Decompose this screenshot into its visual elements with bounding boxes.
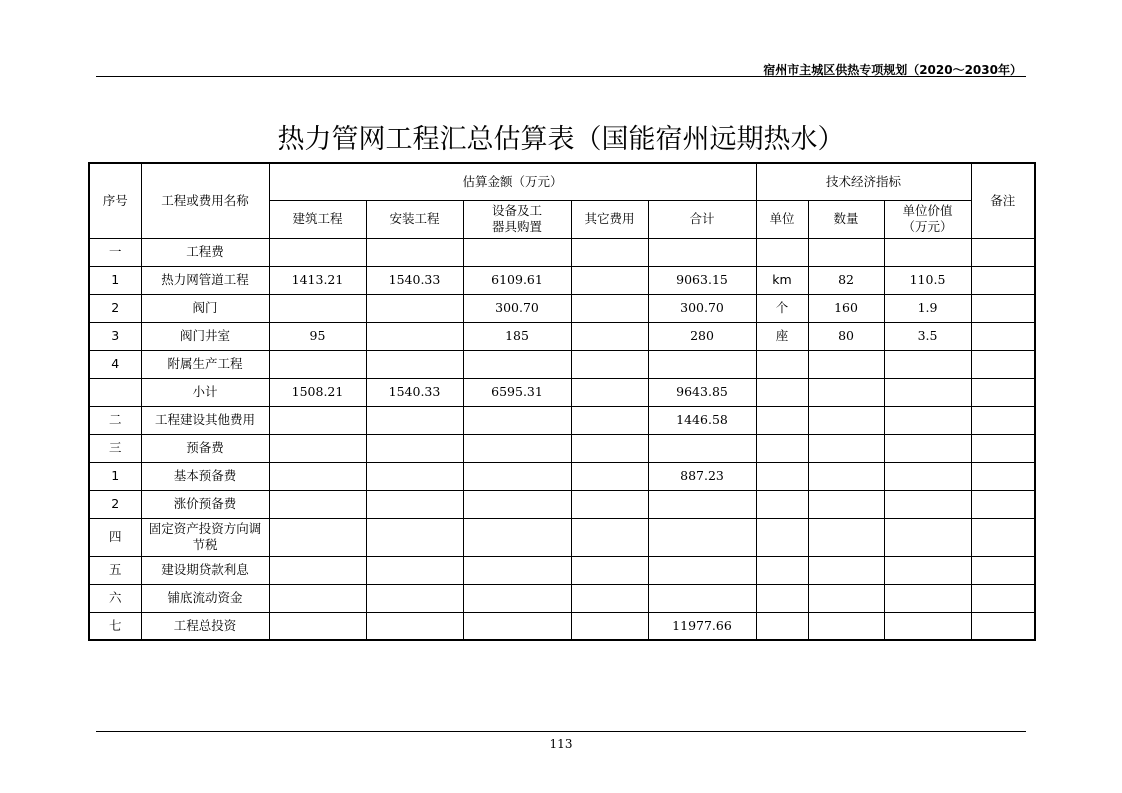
cell-seq: 1: [89, 266, 141, 294]
cell-name: 附属生产工程: [141, 350, 269, 378]
cell-name: 固定资产投资方向调节税: [141, 518, 269, 556]
cell-install: [366, 238, 463, 266]
table-row: [89, 612, 1035, 640]
cell-remark: [971, 350, 1035, 378]
cell-building: 1508.21: [269, 378, 366, 406]
cell-other: [571, 238, 648, 266]
cell-unit: [756, 434, 808, 462]
cell-remark: [971, 406, 1035, 434]
cell-total: [648, 434, 756, 462]
running-header: 宿州市主城区供热专项规划（2020～2030年）: [763, 63, 1022, 77]
cell-total: 280: [648, 322, 756, 350]
cell-remark: [971, 462, 1035, 490]
cell-building: [269, 518, 366, 556]
cell-install: [366, 322, 463, 350]
cell-qty: [808, 350, 884, 378]
cell-seq: 七: [89, 612, 141, 640]
cell-building: [269, 406, 366, 434]
cell-unit-price: [884, 462, 971, 490]
table-row: [89, 294, 1035, 322]
cell-other: [571, 434, 648, 462]
cell-install: [366, 406, 463, 434]
cell-equipment: 6595.31: [463, 378, 571, 406]
cell-remark: [971, 266, 1035, 294]
col-header-seq: 序号: [89, 163, 141, 238]
col-header-unit-price: [884, 200, 971, 238]
cell-qty: [808, 490, 884, 518]
cell-qty: 80: [808, 322, 884, 350]
cell-unit: [756, 584, 808, 612]
cell-name: 建设期贷款利息: [141, 556, 269, 584]
table-row: [89, 266, 1035, 294]
cell-unit-price: [884, 238, 971, 266]
cell-equipment: [463, 490, 571, 518]
cell-install: [366, 462, 463, 490]
cell-building: [269, 584, 366, 612]
cell-equipment: [463, 350, 571, 378]
cell-unit-price: [884, 612, 971, 640]
cell-total: [648, 556, 756, 584]
table-row: [89, 350, 1035, 378]
cell-other: [571, 462, 648, 490]
cell-remark: [971, 294, 1035, 322]
col-header-unit-price-line1: 单位价值: [902, 203, 953, 218]
cell-building: [269, 612, 366, 640]
col-group-tech: 技术经济指标: [756, 163, 971, 200]
col-header-building: 建筑工程: [269, 200, 366, 238]
cell-total: 9643.85: [648, 378, 756, 406]
cell-equipment: 185: [463, 322, 571, 350]
cell-name: 阀门: [141, 294, 269, 322]
table-row: [89, 556, 1035, 584]
table-row: [89, 378, 1035, 406]
cell-qty: [808, 434, 884, 462]
cell-unit-price: [884, 584, 971, 612]
cell-other: [571, 556, 648, 584]
cell-other: [571, 406, 648, 434]
cell-name: 热力网管道工程: [141, 266, 269, 294]
cell-qty: [808, 462, 884, 490]
cell-unit: [756, 612, 808, 640]
cell-install: [366, 434, 463, 462]
cell-building: [269, 350, 366, 378]
cell-install: [366, 518, 463, 556]
col-header-name: 工程或费用名称: [141, 163, 269, 238]
cell-building: [269, 556, 366, 584]
cell-remark: [971, 378, 1035, 406]
footer-rule: [96, 731, 1026, 732]
cell-unit-price: 110.5: [884, 266, 971, 294]
cell-install: [366, 350, 463, 378]
col-header-remark: 备注: [971, 163, 1035, 238]
table-row: [89, 406, 1035, 434]
col-header-equipment-line2: 器具购置: [491, 219, 542, 234]
cell-name: 基本预备费: [141, 462, 269, 490]
table-row: [89, 518, 1035, 556]
cell-total: [648, 490, 756, 518]
cell-unit: 座: [756, 322, 808, 350]
cell-name: 小计: [141, 378, 269, 406]
cell-seq: 四: [89, 518, 141, 556]
cell-total: 300.70: [648, 294, 756, 322]
cell-seq: 二: [89, 406, 141, 434]
cell-other: [571, 378, 648, 406]
col-header-equipment-line1: 设备及工: [491, 203, 542, 218]
cell-seq: 1: [89, 462, 141, 490]
cell-other: [571, 322, 648, 350]
col-header-equipment: [463, 200, 571, 238]
cell-remark: [971, 518, 1035, 556]
cell-building: [269, 294, 366, 322]
cell-total: [648, 518, 756, 556]
cell-install: 1540.33: [366, 266, 463, 294]
cell-unit: [756, 406, 808, 434]
cell-total: 1446.58: [648, 406, 756, 434]
table-title: 热力管网工程汇总估算表（国能宿州远期热水）: [277, 124, 845, 155]
cell-name: 涨价预备费: [141, 490, 269, 518]
cell-equipment: [463, 584, 571, 612]
cell-install: [366, 556, 463, 584]
cell-other: [571, 612, 648, 640]
cell-building: [269, 238, 366, 266]
cell-total: 887.23: [648, 462, 756, 490]
cell-total: [648, 584, 756, 612]
cell-equipment: [463, 518, 571, 556]
cell-remark: [971, 322, 1035, 350]
table-row: [89, 434, 1035, 462]
cell-equipment: [463, 556, 571, 584]
cell-unit: [756, 490, 808, 518]
cell-seq: [89, 378, 141, 406]
col-header-total: 合计: [648, 200, 756, 238]
cell-name: 铺底流动资金: [141, 584, 269, 612]
cell-building: 1413.21: [269, 266, 366, 294]
table-row: [89, 490, 1035, 518]
cell-qty: [808, 406, 884, 434]
table-row: [89, 462, 1035, 490]
cell-remark: [971, 556, 1035, 584]
cell-unit: 个: [756, 294, 808, 322]
cell-unit-price: [884, 350, 971, 378]
cell-qty: 82: [808, 266, 884, 294]
cell-qty: [808, 238, 884, 266]
cell-building: [269, 490, 366, 518]
table-row: [89, 584, 1035, 612]
cell-name: 工程建设其他费用: [141, 406, 269, 434]
cell-unit: [756, 378, 808, 406]
table-row: [89, 322, 1035, 350]
cell-remark: [971, 584, 1035, 612]
cell-name: 预备费: [141, 434, 269, 462]
cell-other: [571, 584, 648, 612]
cell-seq: 2: [89, 294, 141, 322]
cell-equipment: [463, 434, 571, 462]
cell-seq: 一: [89, 238, 141, 266]
cell-unit-price: 1.9: [884, 294, 971, 322]
cell-equipment: [463, 238, 571, 266]
cell-remark: [971, 238, 1035, 266]
col-header-install: 安装工程: [366, 200, 463, 238]
col-header-unit: 单位: [756, 200, 808, 238]
cell-unit-price: [884, 434, 971, 462]
cell-total: [648, 350, 756, 378]
cell-install: 1540.33: [366, 378, 463, 406]
cell-building: [269, 462, 366, 490]
cell-equipment: [463, 612, 571, 640]
cell-unit: [756, 462, 808, 490]
cell-total: [648, 238, 756, 266]
col-group-estimate: 估算金额（万元）: [269, 163, 756, 200]
col-header-qty: 数量: [808, 200, 884, 238]
cell-other: [571, 294, 648, 322]
cell-building: 95: [269, 322, 366, 350]
col-header-other: 其它费用: [571, 200, 648, 238]
cell-seq: 五: [89, 556, 141, 584]
cell-equipment: [463, 462, 571, 490]
cell-unit-price: [884, 406, 971, 434]
cell-unit-price: [884, 490, 971, 518]
cell-building: [269, 434, 366, 462]
cell-total: 9063.15: [648, 266, 756, 294]
cell-remark: [971, 490, 1035, 518]
cell-other: [571, 490, 648, 518]
cell-qty: 160: [808, 294, 884, 322]
cell-install: [366, 490, 463, 518]
cell-qty: [808, 378, 884, 406]
cell-total: 11977.66: [648, 612, 756, 640]
cell-seq: 三: [89, 434, 141, 462]
cell-remark: [971, 434, 1035, 462]
cell-unit: [756, 238, 808, 266]
cell-unit-price: 3.5: [884, 322, 971, 350]
estimate-table: [88, 162, 1036, 641]
cell-name: 阀门井室: [141, 322, 269, 350]
cell-unit: km: [756, 266, 808, 294]
cell-equipment: 6109.61: [463, 266, 571, 294]
cell-seq: 3: [89, 322, 141, 350]
header-rule: [96, 76, 1026, 77]
cell-unit: [756, 350, 808, 378]
cell-other: [571, 266, 648, 294]
col-header-unit-price-line2: （万元）: [902, 219, 953, 234]
cell-equipment: 300.70: [463, 294, 571, 322]
cell-unit-price: [884, 518, 971, 556]
cell-unit: [756, 518, 808, 556]
cell-qty: [808, 556, 884, 584]
cell-install: [366, 584, 463, 612]
cell-unit: [756, 556, 808, 584]
cell-name: 工程费: [141, 238, 269, 266]
cell-equipment: [463, 406, 571, 434]
cell-other: [571, 350, 648, 378]
cell-name: 工程总投资: [141, 612, 269, 640]
cell-unit-price: [884, 556, 971, 584]
table-row: [89, 238, 1035, 266]
cell-seq: 4: [89, 350, 141, 378]
cell-install: [366, 294, 463, 322]
cell-seq: 2: [89, 490, 141, 518]
cell-other: [571, 518, 648, 556]
cell-qty: [808, 518, 884, 556]
cell-seq: 六: [89, 584, 141, 612]
cell-install: [366, 612, 463, 640]
cell-unit-price: [884, 378, 971, 406]
cell-qty: [808, 584, 884, 612]
page-number: 113: [549, 737, 573, 751]
cell-qty: [808, 612, 884, 640]
cell-remark: [971, 612, 1035, 640]
